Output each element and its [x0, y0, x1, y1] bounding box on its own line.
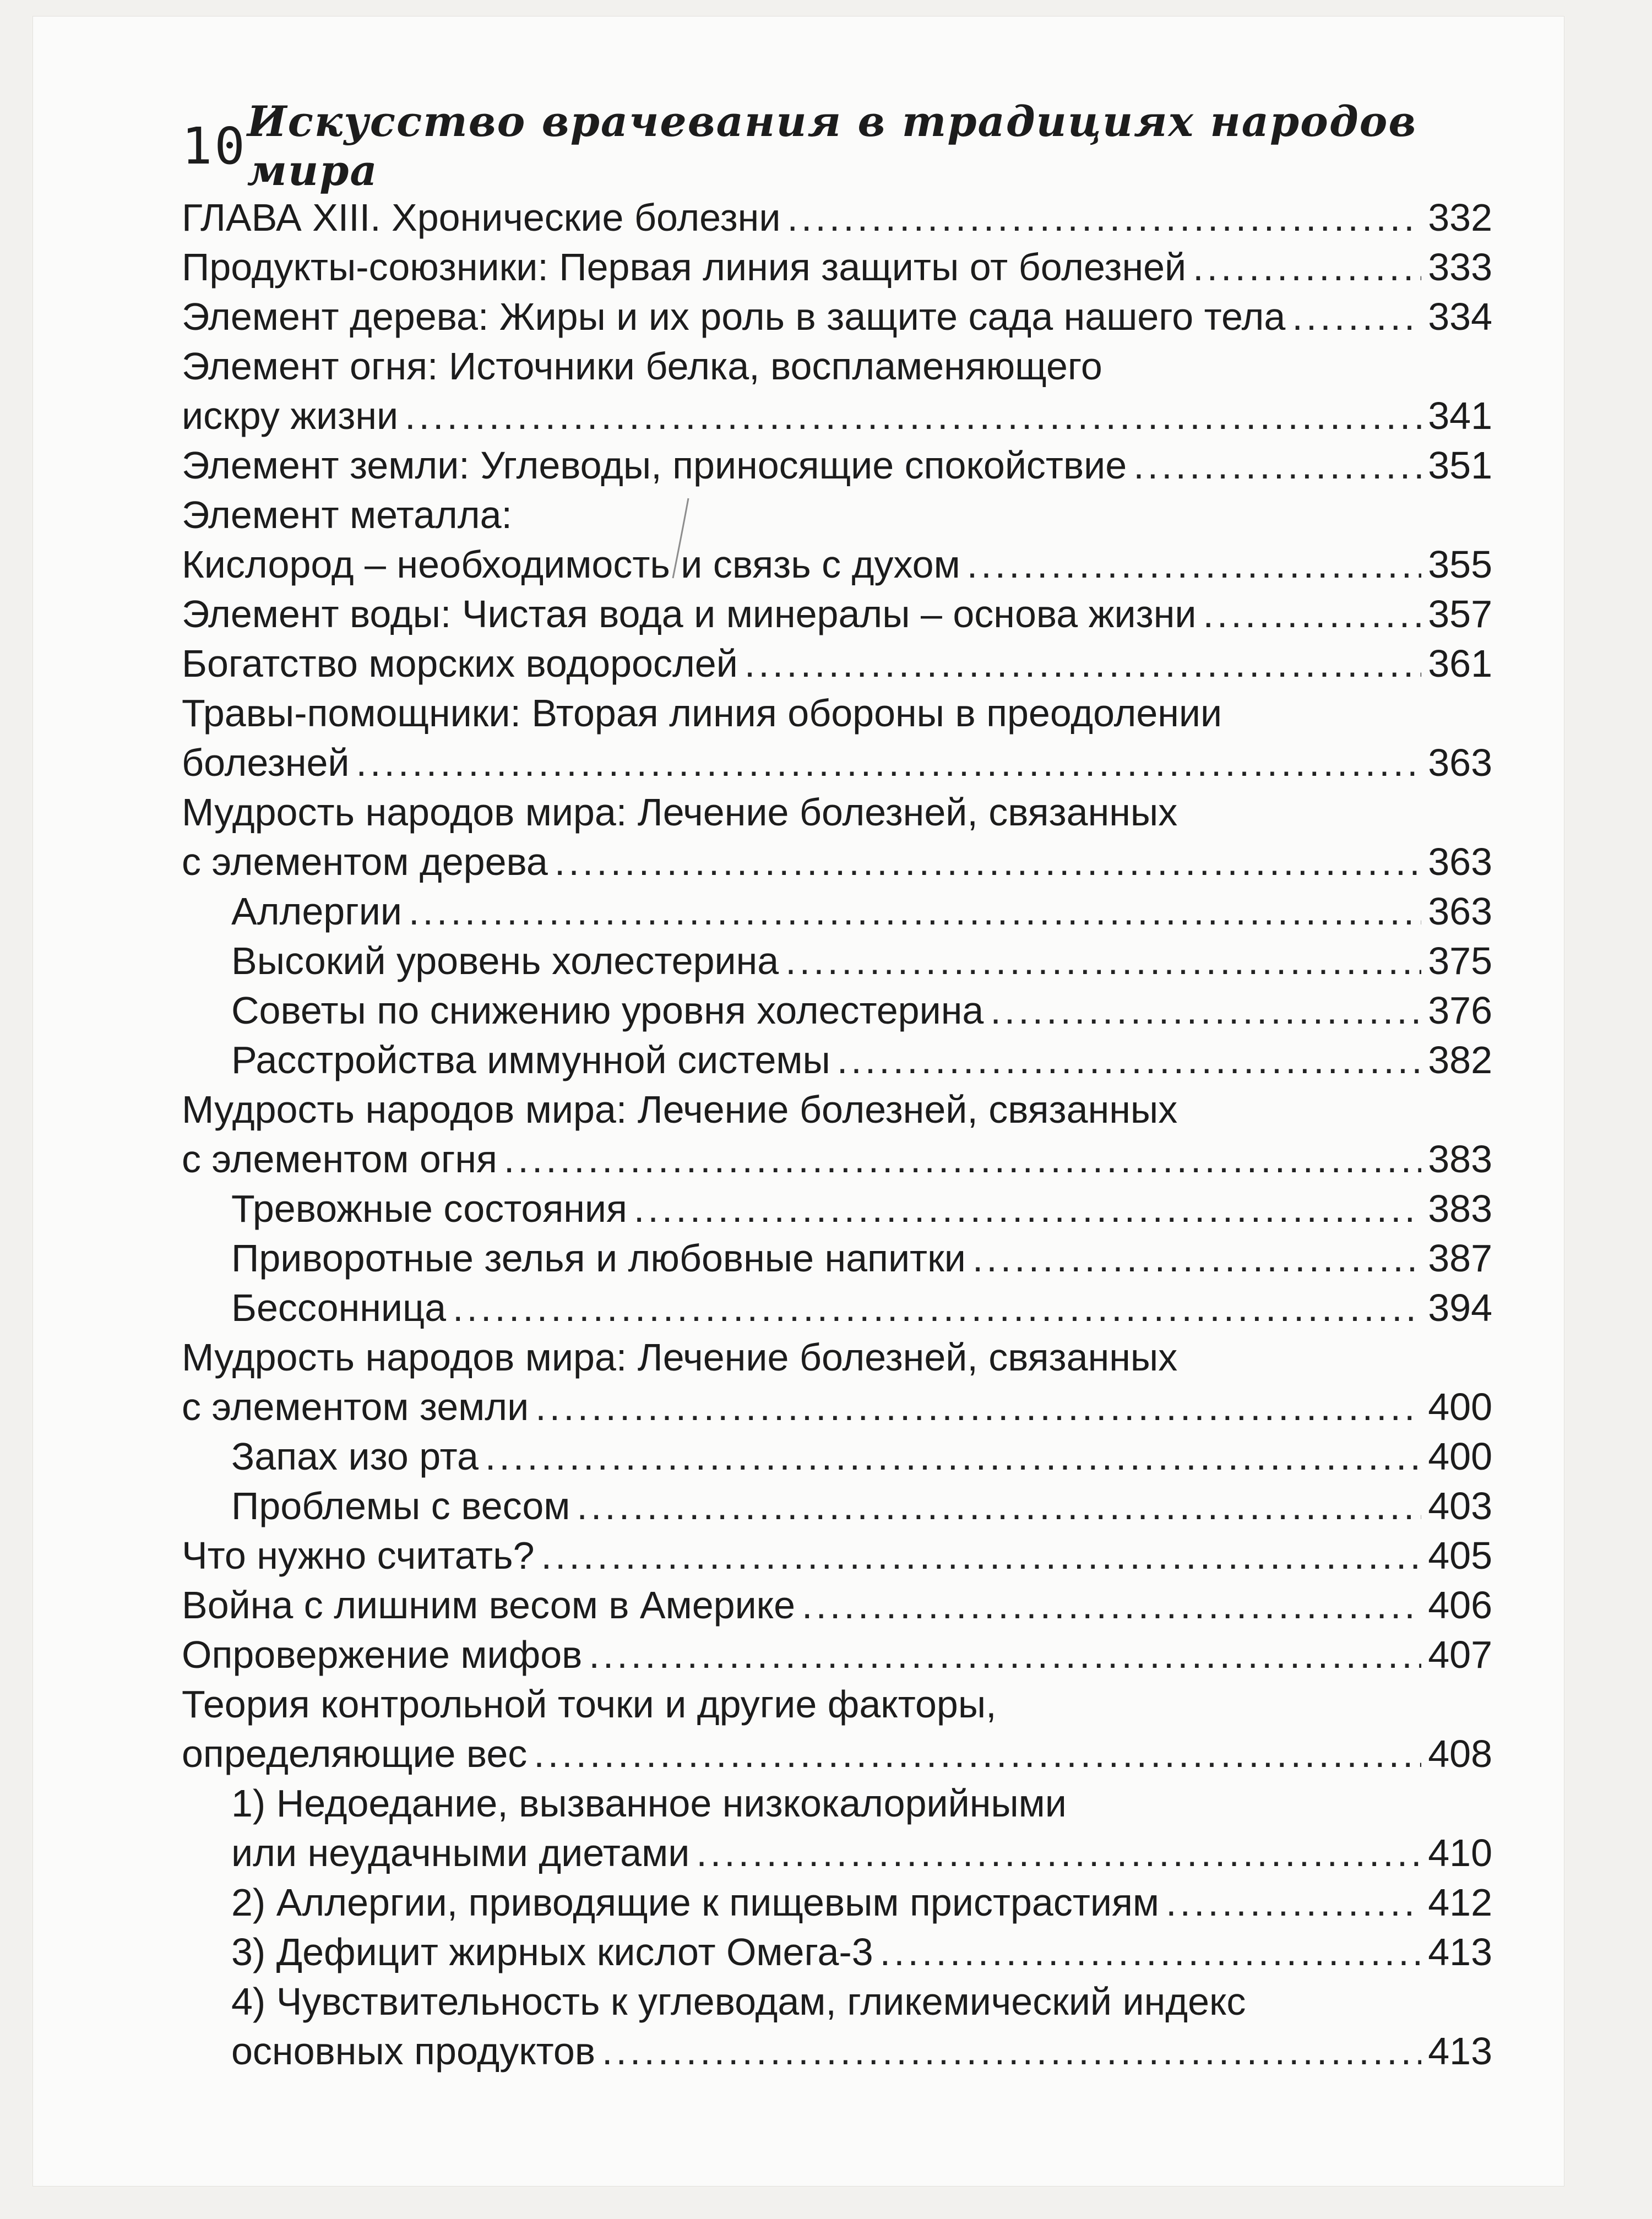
- dot-leader: [967, 540, 1421, 589]
- toc-entry-page-number: 412: [1428, 1881, 1492, 1924]
- toc-entry: [182, 292, 1492, 341]
- toc-entry: [182, 1630, 1492, 1679]
- dot-leader: [1133, 440, 1421, 490]
- toc-entry: [182, 1580, 1492, 1630]
- toc-entry-page-number: 382: [1428, 1038, 1492, 1081]
- dot-leader: [541, 1531, 1422, 1580]
- dot-leader: [504, 1134, 1421, 1184]
- toc-entry-title: Теория контрольной точки и другие факторы,: [182, 1683, 997, 1726]
- toc-entry: [182, 1432, 1492, 1481]
- page-header: [182, 97, 1492, 195]
- toc-entry-page-number: 332: [1428, 196, 1492, 239]
- toc-entry-title: Тревожные состояния: [231, 1187, 627, 1230]
- dot-leader: [602, 2026, 1421, 2076]
- toc-entry: [182, 1184, 1492, 1233]
- book-page: [33, 17, 1564, 2186]
- toc-entry-title: Богатство морских водорослей: [182, 642, 738, 685]
- toc-entry-title: Элемент земли: Углеводы, приносящие спокойствие: [182, 444, 1127, 487]
- toc-entry-line: [182, 1779, 1492, 1828]
- dot-leader: [1203, 589, 1421, 639]
- dot-leader: [1193, 242, 1421, 292]
- toc-entry: [182, 1828, 1492, 1878]
- toc-entry-title: Элемент огня: Источники белка, воспламеняющего: [182, 345, 1102, 388]
- dot-leader: [696, 1828, 1421, 1878]
- toc-entry-line: [182, 787, 1492, 837]
- toc-entry: [182, 1481, 1492, 1531]
- dot-leader: [972, 1233, 1421, 1283]
- toc-entry: [182, 1035, 1492, 1085]
- toc-entry-title: Опровержение мифов: [182, 1633, 583, 1676]
- dot-leader: [485, 1432, 1421, 1481]
- dot-leader: [1166, 1878, 1421, 1927]
- toc-entry-title: искру жизни: [182, 394, 399, 437]
- toc-entry-page-number: 351: [1428, 444, 1492, 487]
- dot-leader: [785, 936, 1421, 986]
- toc-entry-title: Расстройства иммунной системы: [231, 1038, 830, 1081]
- toc-entry-title: Приворотные зелья и любовные напитки: [231, 1237, 966, 1280]
- toc-entry: [182, 242, 1492, 292]
- toc-entry: [182, 193, 1492, 242]
- dot-leader: [802, 1580, 1421, 1630]
- toc-entry-title: Аллергии: [231, 890, 402, 933]
- toc-entry-title: болезней: [182, 741, 350, 784]
- toc-entry-page-number: 405: [1428, 1534, 1492, 1577]
- toc-entry-title: Мудрость народов мира: Лечение болезней, связанных: [182, 1336, 1178, 1379]
- toc-entry-page-number: 400: [1428, 1385, 1492, 1428]
- toc-entry-line: [182, 1679, 1492, 1729]
- toc-entry-title: Мудрость народов мира: Лечение болезней, связанных: [182, 791, 1178, 834]
- toc-entry-title: Запах изо рта: [231, 1435, 479, 1478]
- toc-entry-title: Что нужно считать?: [182, 1534, 535, 1577]
- toc-entry-title: с элементом земли: [182, 1385, 529, 1428]
- toc-entry-page-number: 363: [1428, 890, 1492, 933]
- dot-leader: [787, 193, 1421, 242]
- page-number: 10: [182, 116, 247, 176]
- toc-entry: [182, 639, 1492, 688]
- toc-entry: [182, 986, 1492, 1035]
- toc-entry-title: Мудрость народов мира: Лечение болезней, связанных: [182, 1088, 1178, 1131]
- toc-entry: [182, 837, 1492, 886]
- dot-leader: [453, 1283, 1421, 1333]
- toc-entry-page-number: 357: [1428, 592, 1492, 635]
- toc-entry-title: Элемент металла:: [182, 493, 512, 536]
- toc-entry-page-number: 410: [1428, 1831, 1492, 1874]
- toc-entry: [182, 540, 1492, 589]
- toc-entry-title: Война с лишним весом в Америке: [182, 1584, 796, 1627]
- toc-entry: [182, 1233, 1492, 1283]
- toc-entry-page-number: 375: [1428, 939, 1492, 982]
- toc-entry-title: 2) Аллергии, приводящие к пищевым пристрастиям: [231, 1881, 1160, 1924]
- toc-entry-line: [182, 490, 1492, 540]
- dot-leader: [837, 1035, 1421, 1085]
- toc-entry-page-number: 413: [1428, 2030, 1492, 2073]
- toc-entry-title: 3) Дефицит жирных кислот Омега-3: [231, 1930, 873, 1973]
- toc-entry-title: Проблемы с весом: [231, 1484, 570, 1527]
- toc-entry: [182, 589, 1492, 639]
- toc-entry-page-number: 355: [1428, 543, 1492, 586]
- dot-leader: [405, 391, 1421, 440]
- dot-leader: [589, 1630, 1421, 1679]
- toc-entry: [182, 1382, 1492, 1432]
- toc-entry: [182, 1283, 1492, 1333]
- dot-leader: [555, 837, 1421, 886]
- toc-entry-title: 1) Недоедание, вызванное низкокалорийными: [231, 1782, 1067, 1825]
- toc-entry-page-number: 407: [1428, 1633, 1492, 1676]
- toc-entry: [182, 936, 1492, 986]
- toc-entry-page-number: 403: [1428, 1484, 1492, 1527]
- toc-entry-page-number: 394: [1428, 1286, 1492, 1329]
- toc-entry-page-number: 406: [1428, 1584, 1492, 1627]
- toc-entry-title: с элементом дерева: [182, 840, 548, 883]
- toc-entry-page-number: 341: [1428, 394, 1492, 437]
- toc-entry-page-number: 361: [1428, 642, 1492, 685]
- toc-entry-title: Продукты-союзники: Первая линия защиты от болезней: [182, 246, 1187, 289]
- toc-entry-title: Высокий уровень холестерина: [231, 939, 779, 982]
- toc-entry-page-number: 383: [1428, 1187, 1492, 1230]
- toc-entry-title: или неудачными диетами: [231, 1831, 690, 1874]
- toc-entry-title: 4) Чувствительность к углеводам, гликемический индекс: [231, 1980, 1246, 2023]
- toc-entry-line: [182, 1085, 1492, 1134]
- dot-leader: [409, 886, 1421, 936]
- dot-leader: [577, 1481, 1421, 1531]
- toc-entry: [182, 440, 1492, 490]
- toc-entry: [182, 1531, 1492, 1580]
- toc-entry-line: [182, 341, 1492, 391]
- dot-leader: [1292, 292, 1421, 341]
- toc-entry-title: Элемент дерева: Жиры и их роль в защите сада нашего тела: [182, 295, 1286, 338]
- toc-entry: [182, 1134, 1492, 1184]
- dot-leader: [534, 1729, 1421, 1779]
- toc-entry: [182, 2026, 1492, 2076]
- toc-entry-title: с элементом огня: [182, 1138, 497, 1181]
- toc-entry: [182, 886, 1492, 936]
- toc-entry-title: Советы по снижению уровня холестерина: [231, 989, 984, 1032]
- toc-entry: [182, 1878, 1492, 1927]
- toc-entry: [182, 1927, 1492, 1977]
- dot-leader: [880, 1927, 1422, 1977]
- toc-entry-title: Элемент воды: Чистая вода и минералы – основа жизни: [182, 592, 1197, 635]
- toc-entry-line: [182, 688, 1492, 738]
- toc-entry-page-number: 383: [1428, 1138, 1492, 1181]
- toc-entry-title: ГЛАВА XIII. Хронические болезни: [182, 196, 781, 239]
- toc-entry: [182, 738, 1492, 787]
- toc-entry-title: Кислород – необходимость и связь с духом: [182, 543, 960, 586]
- toc-entry: [182, 1729, 1492, 1779]
- toc-entry-page-number: 333: [1428, 246, 1492, 289]
- table-of-contents: [182, 193, 1492, 2076]
- toc-entry-page-number: 376: [1428, 989, 1492, 1032]
- toc-entry-line: [182, 1977, 1492, 2026]
- dot-leader: [634, 1184, 1421, 1233]
- dot-leader: [990, 986, 1421, 1035]
- toc-entry-page-number: 413: [1428, 1930, 1492, 1973]
- toc-entry-title: Бессонница: [231, 1286, 447, 1329]
- toc-entry: [182, 391, 1492, 440]
- toc-entry-page-number: 387: [1428, 1237, 1492, 1280]
- toc-entry-page-number: 363: [1428, 840, 1492, 883]
- dot-leader: [535, 1382, 1421, 1432]
- dot-leader: [745, 639, 1421, 688]
- running-title: Искусство врачевания в традициях народов мира: [247, 97, 1417, 195]
- toc-entry-page-number: 408: [1428, 1732, 1492, 1775]
- toc-entry-title: определяющие вес: [182, 1732, 528, 1775]
- toc-entry-title: основных продуктов: [231, 2030, 596, 2073]
- dot-leader: [356, 738, 1422, 787]
- toc-entry-page-number: 363: [1428, 741, 1492, 784]
- toc-entry-page-number: 334: [1428, 295, 1492, 338]
- toc-entry-page-number: 400: [1428, 1435, 1492, 1478]
- toc-entry-title: Травы-помощники: Вторая линия обороны в преодолении: [182, 692, 1222, 735]
- toc-entry-line: [182, 1333, 1492, 1382]
